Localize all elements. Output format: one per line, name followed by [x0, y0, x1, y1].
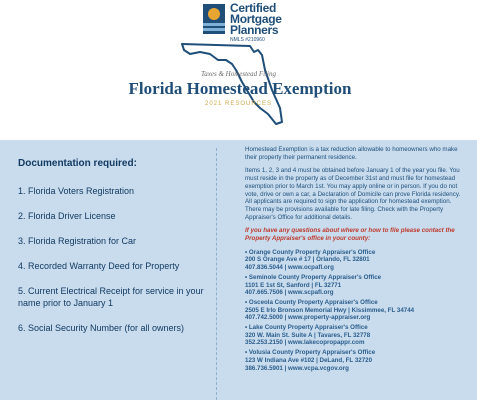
doc-item: 4. Recorded Warranty Deed for Property	[18, 261, 180, 271]
office-entry	[245, 274, 467, 297]
logo-line-1: Certified	[230, 1, 276, 15]
office-contact: 352.253.2150 | www.lakecopropappr.com	[245, 339, 365, 347]
office-name: • Volusia County Property Appraiser's Office	[245, 349, 376, 357]
doc-item: 5. Current Electrical Receipt for service in your name prior to January 1	[18, 286, 204, 308]
doc-item: 1. Florida Voters Registration	[18, 186, 135, 196]
office-address: 1101 E 1st St, Sanford | FL 32771	[245, 281, 342, 289]
office-name: • Orange County Property Appraiser's Office	[245, 248, 376, 256]
documentation-column	[18, 158, 208, 347]
details-paragraph: Items 1, 2, 3 and 4 must be obtained before January 1 of the year you file. You must reside in the property as of December 31st and must file for homestead exemption prior to March 1st. You may apply online or in person. If you do not vote, drive or own a car, a Declaration of Domicile can prove Florida residency. All applicants are required to sign the application for homestead exemption. There may be provisions available for late filing. Check with the Property Appraiser's Office for additional details.	[245, 167, 461, 221]
office-address: 200 S Orange Ave # 17 | Orlando, FL 32801	[245, 256, 370, 264]
header	[0, 0, 477, 140]
office-entry	[245, 349, 467, 372]
page-title: Florida Homestead Exemption	[128, 79, 352, 98]
office-name: • Lake County Property Appraiser's Office	[245, 324, 368, 332]
logo-line-3: Planners	[230, 23, 279, 37]
intro-paragraph: Homestead Exemption is a tax reduction allowable to homeowners who make their property their permanent residence.	[245, 146, 458, 161]
contact-question: If you have any questions about where or how to file please contact the Property Appraiser's office in your county:	[245, 227, 455, 243]
documentation-heading: Documentation required:	[18, 158, 137, 169]
office-entry	[245, 249, 467, 272]
office-name: • Osceola County Property Appraiser's Office	[245, 298, 378, 306]
office-entry	[245, 299, 467, 322]
logo-nmls: NMLS #210960	[230, 37, 265, 43]
doc-item: 3. Florida Registration for Car	[18, 236, 137, 246]
doc-item: 2. Florida Driver License	[18, 211, 116, 221]
office-contact: 407.665.7506 | www.scpafl.org	[245, 289, 334, 297]
office-address: 320 W. Main St. Suite A | Tavares, FL 32778	[245, 331, 371, 339]
office-contact: 407.836.5044 | www.ocpafl.org	[245, 264, 334, 272]
page-subtitle: 2021 RESOURCES	[204, 101, 273, 107]
office-address: 123 W Indiana Ave #102 | DeLand, FL 32720	[245, 356, 373, 364]
column-divider	[216, 148, 217, 400]
office-name: • Seminole County Property Appraiser's Office	[245, 273, 382, 281]
office-contact: 386.736.5901 | www.vcpa.vcgov.org	[245, 364, 349, 372]
info-column	[245, 146, 467, 374]
logo-line-2: Mortgage	[230, 12, 282, 26]
office-address: 2505 E Irlo Bronson Memorial Hwy | Kissimmee, FL 34744	[245, 306, 415, 314]
office-entry	[245, 324, 467, 347]
doc-item: 6. Social Security Number (for all owners)	[18, 323, 185, 333]
office-contact: 407.742.5000 | www.property-appraiser.org	[245, 314, 371, 322]
header-kicker: Taxes & Homestead Filing	[201, 70, 276, 78]
